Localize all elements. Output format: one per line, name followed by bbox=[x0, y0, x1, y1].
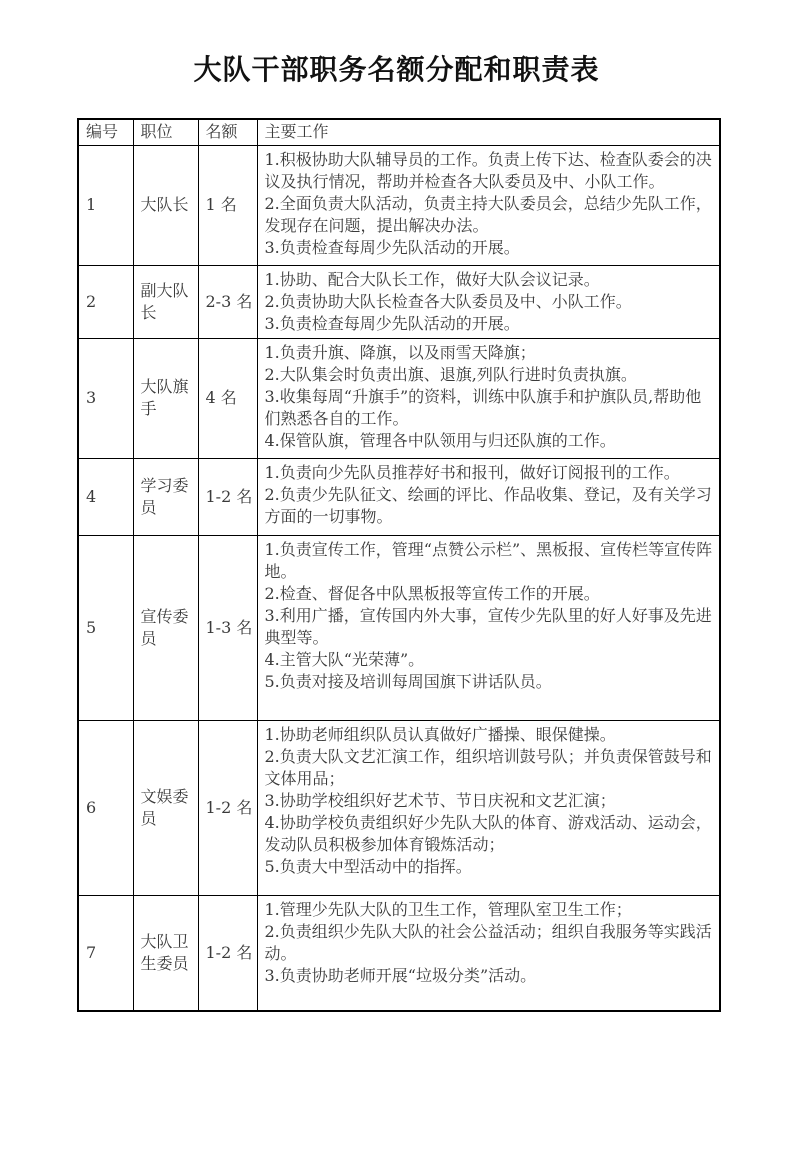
cell-position: 大队卫生委员 bbox=[133, 895, 198, 1011]
cell-quota: 2-3 名 bbox=[198, 265, 257, 338]
cell-position: 大队旗手 bbox=[133, 338, 198, 458]
duty-item: 2.负责组织少先队大队的社会公益活动；组织自我服务等实践活动。 bbox=[264, 921, 712, 963]
cell-number: 6 bbox=[78, 720, 133, 895]
cell-number: 2 bbox=[78, 265, 133, 338]
table-row bbox=[78, 720, 720, 895]
duty-item: 4.保管队旗，管理各中队领用与归还队旗的工作。 bbox=[264, 430, 616, 450]
duty-item: 1.积极协助大队辅导员的工作。负责上传下达、检查队委会的决议及执行情况，帮助并检查各大队委员及中、小队工作。 bbox=[264, 149, 712, 191]
duty-item: 3.协助学校组织好艺术节、节日庆祝和文艺汇演； bbox=[264, 790, 616, 810]
table-body bbox=[78, 145, 720, 1011]
duty-item: 2.检查、督促各中队黑板报等宣传工作的开展。 bbox=[264, 583, 600, 603]
duty-item: 2.负责协助大队长检查各大队委员及中、小队工作。 bbox=[264, 291, 632, 311]
cell-position: 学习委员 bbox=[133, 458, 198, 535]
table-row bbox=[78, 338, 720, 458]
header-duties: 主要工作 bbox=[257, 119, 720, 145]
cell-duties bbox=[257, 895, 720, 1011]
cell-number: 1 bbox=[78, 145, 133, 265]
duty-item: 5.负责大中型活动中的指挥。 bbox=[264, 856, 472, 876]
cell-position: 大队长 bbox=[133, 145, 198, 265]
document-page bbox=[0, 52, 793, 1174]
duty-item: 1.管理少先队大队的卫生工作，管理队室卫生工作； bbox=[264, 899, 632, 919]
cell-quota: 1-3 名 bbox=[198, 535, 257, 720]
cell-number: 3 bbox=[78, 338, 133, 458]
duty-item: 1.负责宣传工作，管理“点赞公示栏”、黑板报、宣传栏等宣传阵地。 bbox=[264, 539, 713, 581]
table-row bbox=[78, 145, 720, 265]
header-number: 编号 bbox=[78, 119, 133, 145]
page-title: 大队干部职务名额分配和职责表 bbox=[193, 53, 600, 86]
duty-item: 5.负责对接及培训每周国旗下讲话队员。 bbox=[264, 671, 552, 691]
cell-quota: 4 名 bbox=[198, 338, 257, 458]
duty-item: 4.协助学校负责组织好少先队大队的体育、游戏活动、运动会，发动队员积极参加体育锻炼活动； bbox=[264, 812, 712, 854]
cell-duties bbox=[257, 338, 720, 458]
cell-duties bbox=[257, 535, 720, 720]
duty-item: 2.负责少先队征文、绘画的评比、作品收集、登记，及有关学习方面的一切事物。 bbox=[264, 484, 712, 526]
cell-quota: 1-2 名 bbox=[198, 895, 257, 1011]
cell-duties bbox=[257, 145, 720, 265]
duty-item: 3.利用广播，宣传国内外大事，宣传少先队里的好人好事及先进典型等。 bbox=[264, 605, 712, 647]
cell-position: 文娱委员 bbox=[133, 720, 198, 895]
duty-item: 3.收集每周“升旗手”的资料，训练中队旗手和护旗队员,帮助他们熟悉各自的工作。 bbox=[264, 386, 702, 428]
cell-duties bbox=[257, 458, 720, 535]
cell-duties bbox=[257, 720, 720, 895]
cell-position: 宣传委员 bbox=[133, 535, 198, 720]
duty-item: 2.大队集会时负责出旗、退旗,列队行进时负责执旗。 bbox=[264, 364, 637, 384]
duty-item: 1.协助、配合大队长工作，做好大队会议记录。 bbox=[264, 269, 600, 289]
table-row bbox=[78, 535, 720, 720]
table-row bbox=[78, 265, 720, 338]
cell-number: 4 bbox=[78, 458, 133, 535]
header-position: 职位 bbox=[133, 119, 198, 145]
duty-item: 2.负责大队文艺汇演工作，组织培训鼓号队；并负责保管鼓号和文体用品； bbox=[264, 746, 712, 788]
duty-item: 1.负责升旗、降旗，以及雨雪天降旗； bbox=[264, 342, 536, 362]
cell-number: 5 bbox=[78, 535, 133, 720]
cell-number: 7 bbox=[78, 895, 133, 1011]
duty-item: 2.全面负责大队活动，负责主持大队委员会，总结少先队工作，发现存在问题，提出解决办法。 bbox=[264, 193, 712, 235]
duty-item: 4.主管大队“光荣薄”。 bbox=[264, 649, 425, 669]
table-header-row bbox=[78, 119, 720, 145]
cell-quota: 1-2 名 bbox=[198, 458, 257, 535]
cell-position: 副大队长 bbox=[133, 265, 198, 338]
table-row bbox=[78, 895, 720, 1011]
duty-table bbox=[77, 118, 721, 1012]
table-row bbox=[78, 458, 720, 535]
duty-item: 3.负责协助老师开展“垃圾分类”活动。 bbox=[264, 965, 537, 985]
duty-item: 3.负责检查每周少先队活动的开展。 bbox=[264, 313, 520, 333]
duty-item: 3.负责检查每周少先队活动的开展。 bbox=[264, 237, 520, 257]
cell-quota: 1 名 bbox=[198, 145, 257, 265]
header-quota: 名额 bbox=[198, 119, 257, 145]
duty-item: 1.负责向少先队员推荐好书和报刊，做好订阅报刊的工作。 bbox=[264, 462, 680, 482]
cell-quota: 1-2 名 bbox=[198, 720, 257, 895]
cell-duties bbox=[257, 265, 720, 338]
duty-item: 1.协助老师组织队员认真做好广播操、眼保健操。 bbox=[264, 724, 616, 744]
